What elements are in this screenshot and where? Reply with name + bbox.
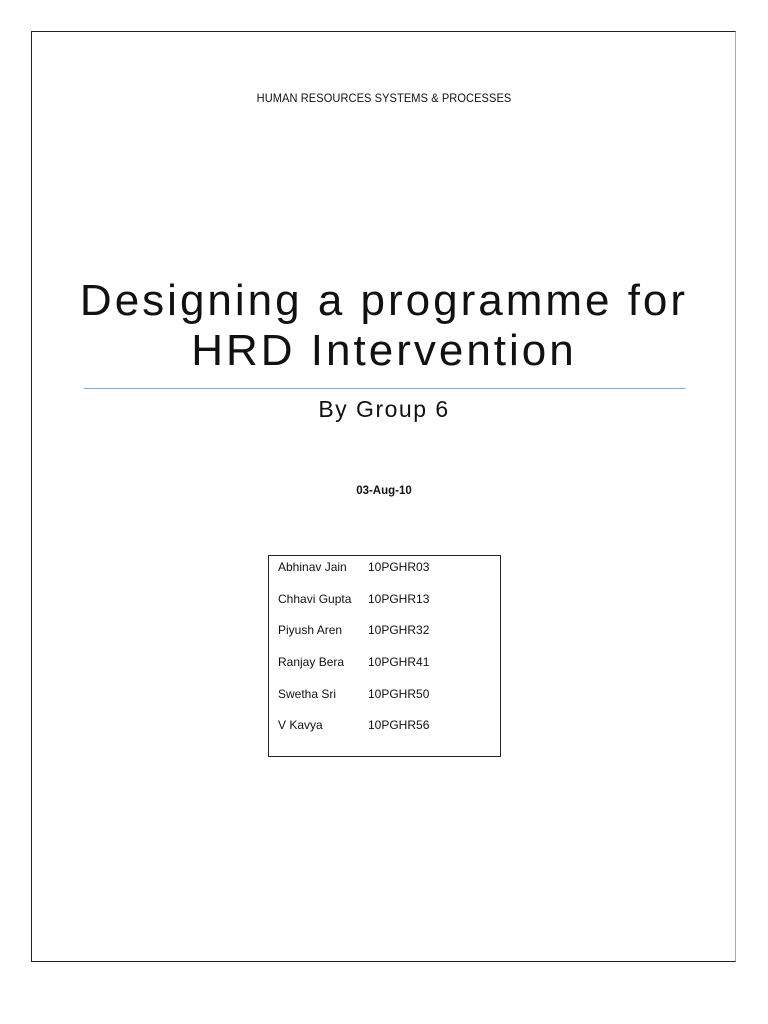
member-id: 10PGHR56 bbox=[368, 718, 430, 733]
document-date: 03-Aug-10 bbox=[356, 485, 412, 497]
member-row bbox=[278, 560, 500, 592]
member-row bbox=[278, 623, 500, 655]
members-table bbox=[268, 555, 501, 757]
title-line-1: Designing a programme for bbox=[79, 276, 689, 325]
member-name: Chhavi Gupta bbox=[278, 591, 352, 606]
member-row bbox=[278, 592, 500, 624]
member-name: Abhinav Jain bbox=[278, 560, 347, 574]
document-title bbox=[0, 276, 768, 376]
member-row bbox=[278, 687, 500, 719]
title-line-2: HRD Intervention bbox=[191, 326, 577, 375]
member-name: Ranjay Bera bbox=[278, 655, 345, 670]
document-subtitle: By Group 6 bbox=[318, 396, 450, 422]
member-id: 10PGHR50 bbox=[368, 686, 430, 701]
member-id: 10PGHR13 bbox=[368, 591, 430, 606]
member-name: Piyush Aren bbox=[278, 623, 343, 638]
title-divider bbox=[84, 388, 685, 389]
member-name: V Kavya bbox=[278, 718, 323, 733]
member-id: 10PGHR41 bbox=[368, 655, 430, 670]
member-row bbox=[278, 718, 500, 750]
member-id: 10PGHR32 bbox=[368, 623, 430, 638]
member-id: 10PGHR03 bbox=[368, 560, 430, 574]
member-name: Swetha Sri bbox=[278, 686, 337, 701]
member-row bbox=[278, 655, 500, 687]
course-header: HUMAN RESOURCES SYSTEMS & PROCESSES bbox=[256, 91, 512, 105]
